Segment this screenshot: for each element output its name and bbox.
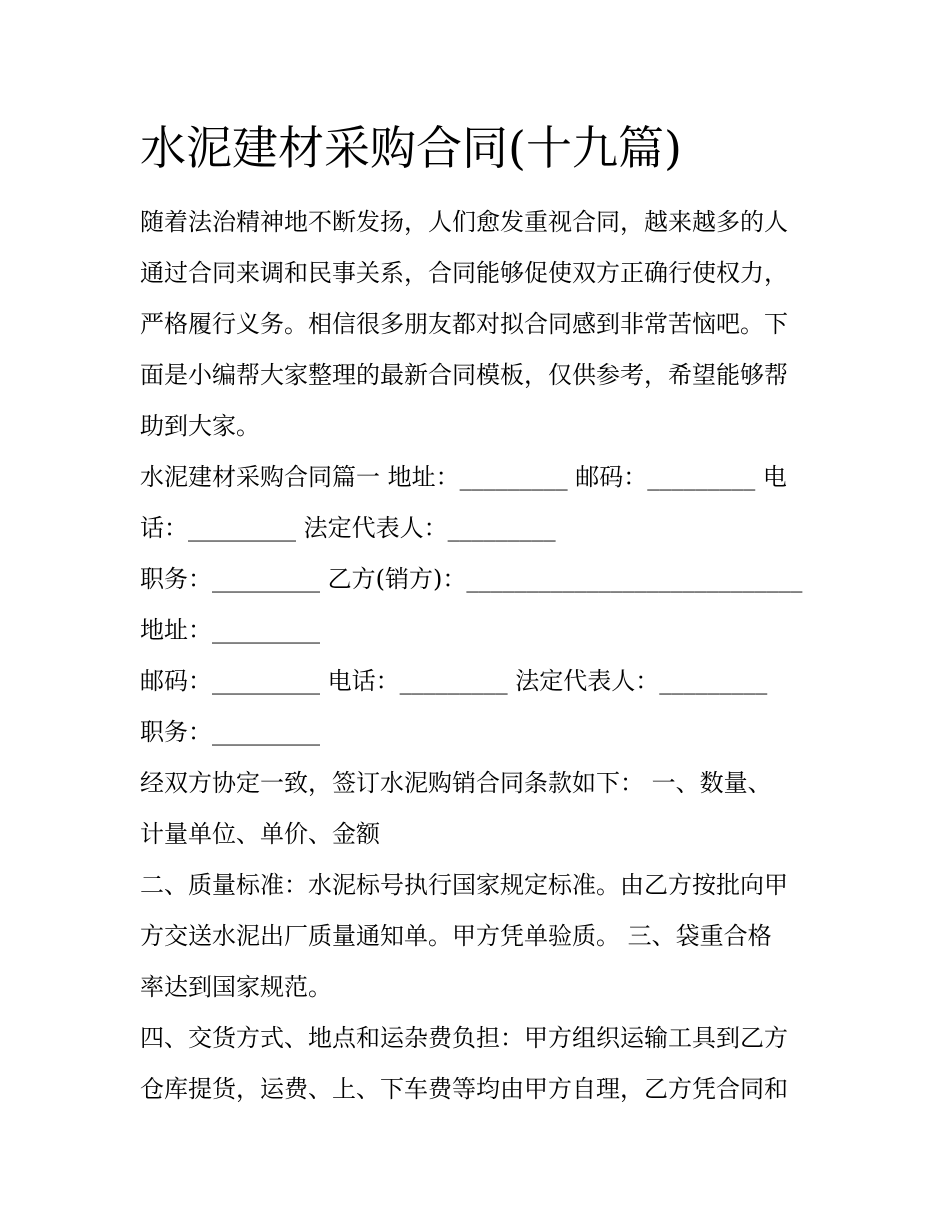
paragraph-line: 率达到国家规范。 xyxy=(140,973,332,1001)
paragraph-line: 话：_________ 法定代表人：_________ xyxy=(140,514,556,542)
paragraph-line: 严格履行义务。相信很多朋友都对拟合同感到非常苦恼吧。下 xyxy=(140,310,788,338)
paragraph-line: 仓库提货，运费、上、下车费等均由甲方自理，乙方凭合同和 xyxy=(140,1075,788,1103)
paragraph-line: 二、质量标准：水泥标号执行国家规定标准。由乙方按批向甲 xyxy=(140,871,788,899)
paragraph-line: 计量单位、单价、金额 xyxy=(140,820,380,848)
paragraph-line: 地址：_________ xyxy=(140,616,320,644)
paragraph-line: 水泥建材采购合同篇一 地址：_________ 邮码：_________ 电 xyxy=(140,463,787,491)
paragraph-line: 职务：_________ 乙方(销方)：____________________________ xyxy=(140,565,803,593)
paragraph-line: 通过合同来调和民事关系，合同能够促使双方正确行使权力， xyxy=(140,259,788,287)
paragraph-line: 职务：_________ xyxy=(140,718,320,746)
paragraph-line: 面是小编帮大家整理的最新合同模板，仅供参考，希望能够帮 xyxy=(140,361,788,389)
page-title: 水泥建材采购合同(十九篇) xyxy=(140,121,682,175)
paragraph-line: 助到大家。 xyxy=(140,412,260,440)
paragraph-line: 方交送水泥出厂质量通知单。甲方凭单验质。 三、袋重合格 xyxy=(140,922,772,950)
paragraph-line: 邮码：_________ 电话：_________ 法定代表人：_________ xyxy=(140,667,768,695)
paragraph-line: 随着法治精神地不断发扬，人们愈发重视合同，越来越多的人 xyxy=(140,208,788,236)
paragraph-line: 经双方协定一致，签订水泥购销合同条款如下： 一、数量、 xyxy=(140,769,772,797)
paragraph-line: 四、交货方式、地点和运杂费负担：甲方组织运输工具到乙方 xyxy=(140,1024,788,1052)
